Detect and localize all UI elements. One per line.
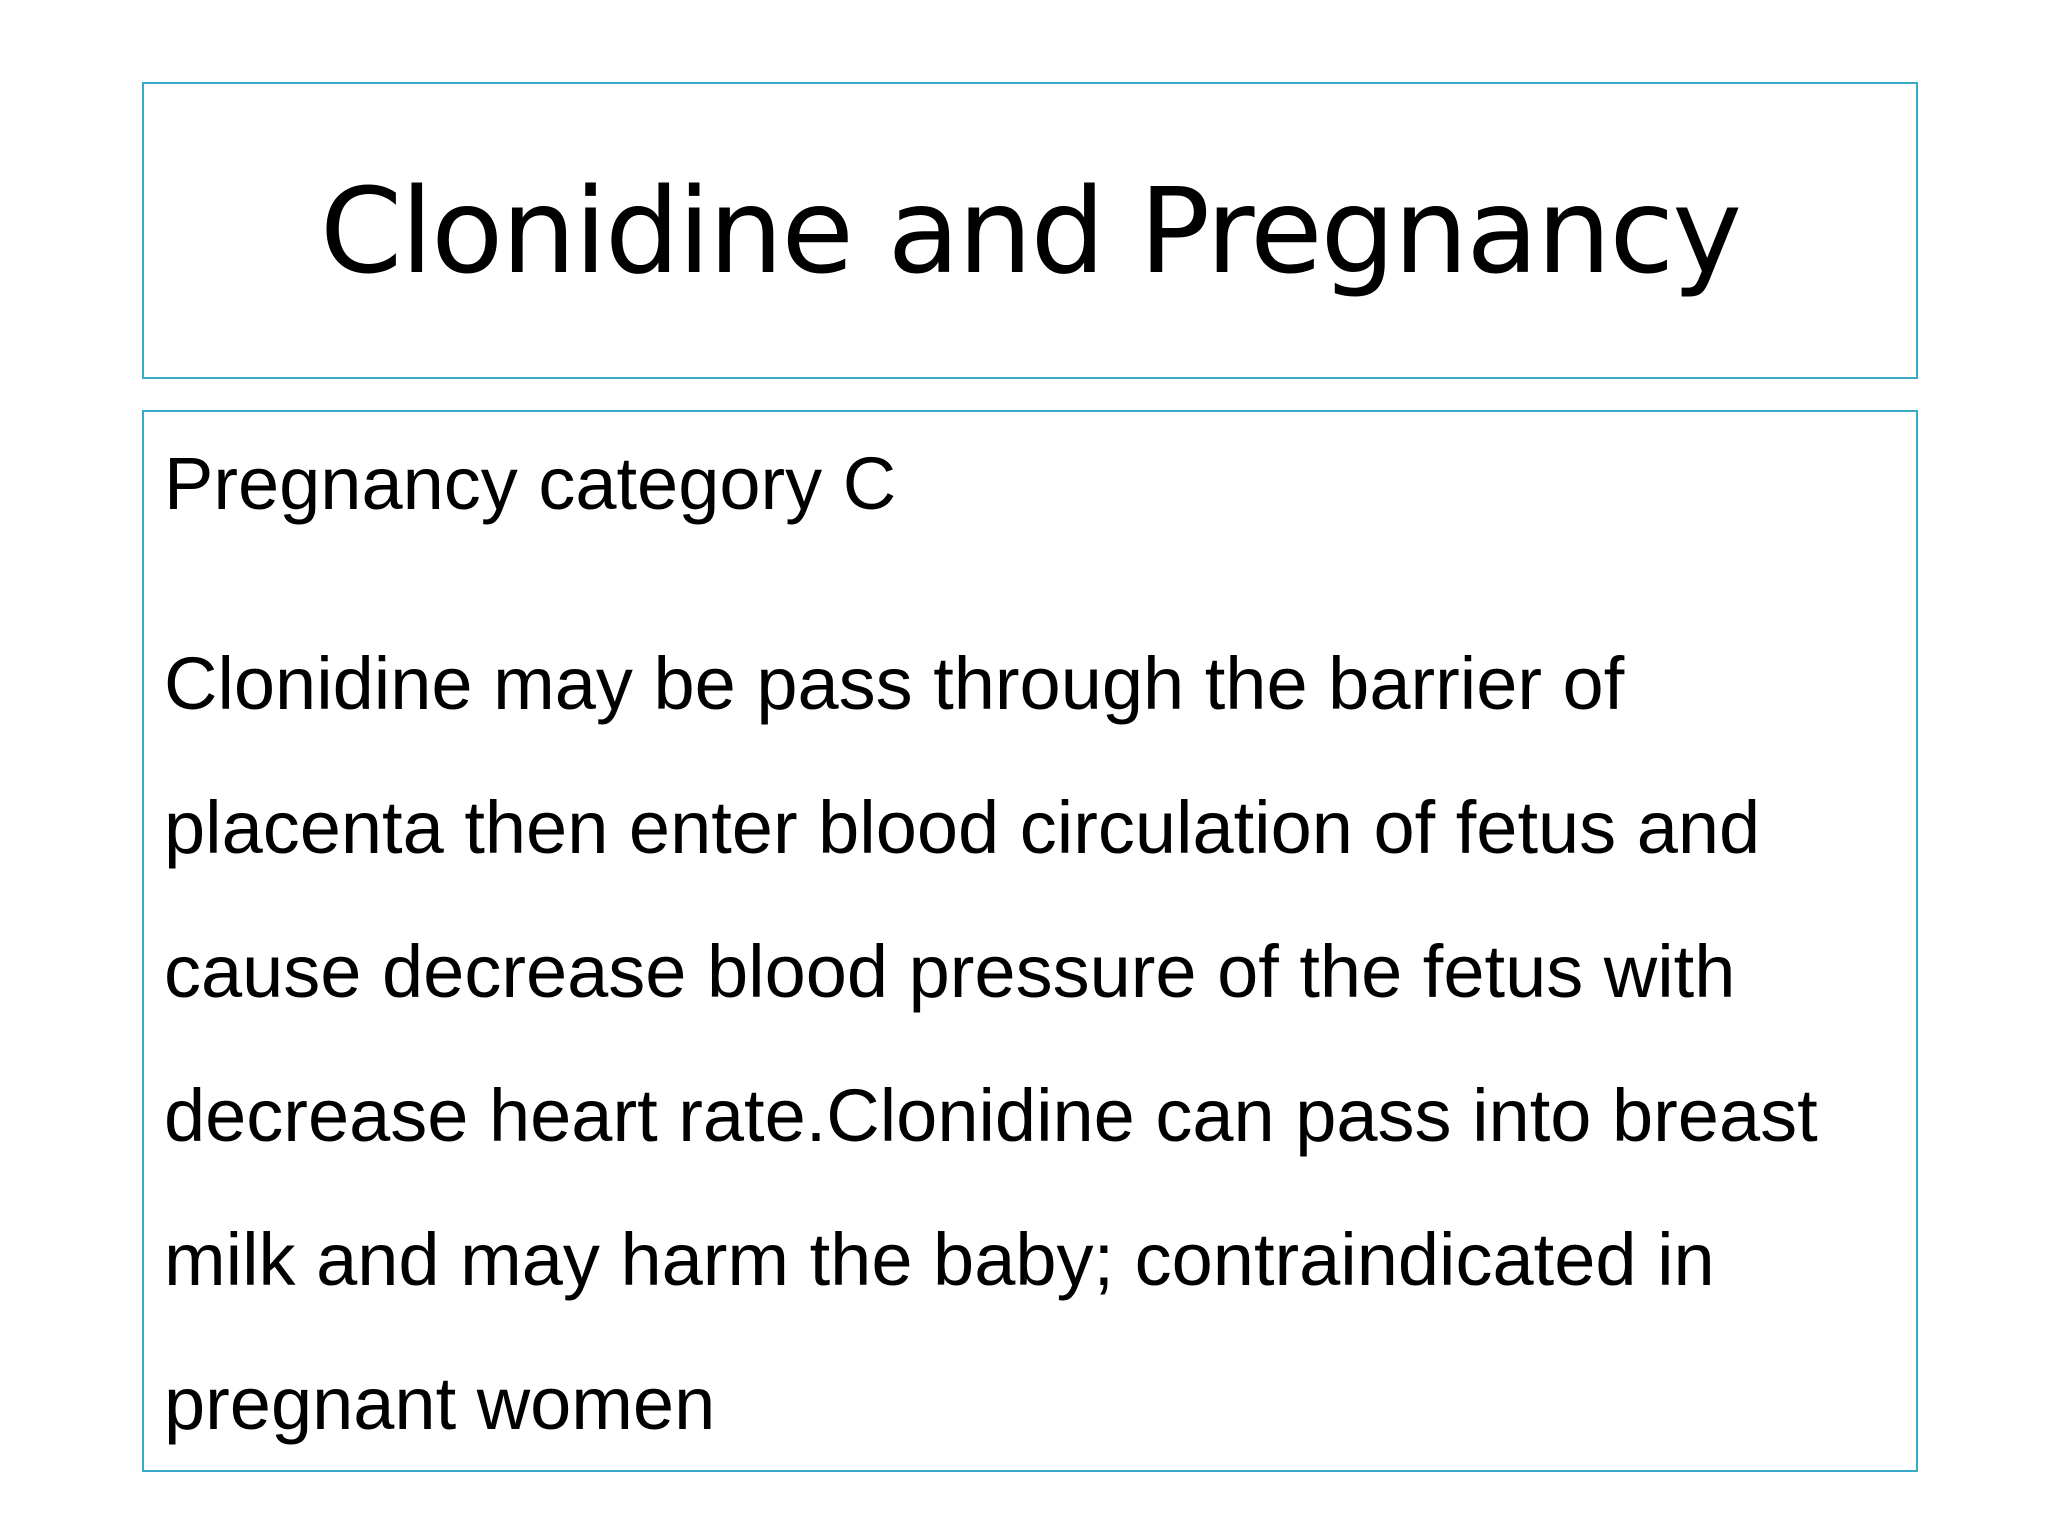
slide-content-box bbox=[142, 410, 1918, 1472]
slide-title-box bbox=[142, 82, 1918, 379]
slide-title: Clonidine and Pregnancy bbox=[319, 161, 1741, 300]
pregnancy-category-text: Pregnancy category C bbox=[164, 442, 897, 525]
body-paragraph: Clonidine may be pass through the barrier of placenta then enter blood circulation of fetus and cause decrease blood pressure of the fetus with decrease heart rate.Clonidine can pass into breast milk and may harm the baby; contraindicated in pregnant women bbox=[164, 642, 1818, 1445]
